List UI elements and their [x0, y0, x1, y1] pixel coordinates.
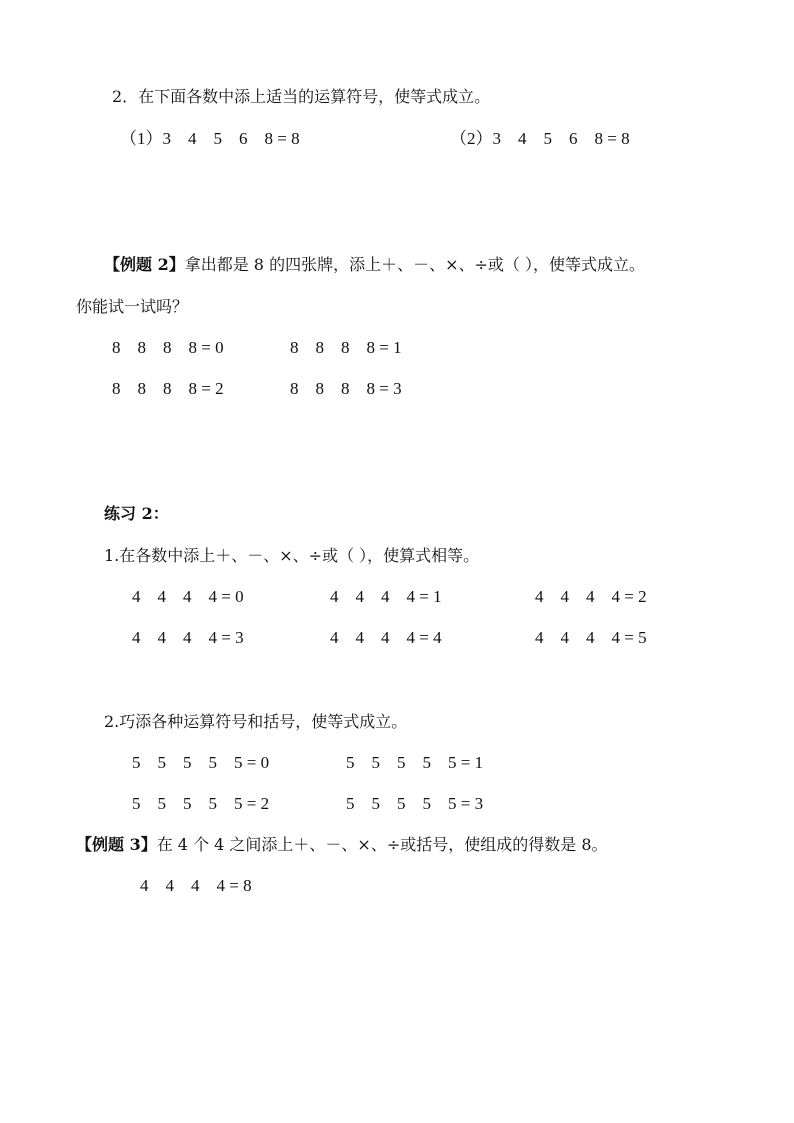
practice-2-q2-equation: 5 5 5 5 5 = 2: [132, 794, 270, 813]
practice-2-q1-equation: 4 4 4 4 = 0: [132, 587, 244, 606]
practice-2-title: 练习 2：: [104, 504, 169, 523]
question-2-part-1: （1）3 4 5 6 8 = 8: [120, 129, 300, 148]
practice-2-q2-equation: 5 5 5 5 5 = 3: [346, 794, 484, 813]
practice-2-q1-equation: 4 4 4 4 = 4: [330, 628, 442, 647]
example-3-text: 在 4 个 4 之间添上＋、－、×、÷或括号，使组成的得数是 8。: [156, 835, 608, 854]
practice-2-q1-equation: 4 4 4 4 = 3: [132, 628, 244, 647]
example-3-equation: 4 4 4 4 = 8: [140, 876, 252, 895]
example-2-heading: [104, 254, 645, 276]
question-2-part-2: （2）3 4 5 6 8 = 8: [450, 129, 630, 148]
example-2-label: 【例题 2】: [104, 255, 185, 274]
example-3-heading: [76, 834, 608, 856]
practice-2-q1-equation: 4 4 4 4 = 1: [330, 587, 442, 606]
question-2-title: 2．在下面各数中添上适当的运算符号，使等式成立。: [112, 87, 491, 106]
practice-2-q2-equation: 5 5 5 5 5 = 0: [132, 753, 270, 772]
practice-2-question-2: 2.巧添各种运算符号和括号，使等式成立。: [104, 712, 408, 731]
example-3-label: 【例题 3】: [76, 835, 157, 854]
example-2-equation: 8 8 8 8 = 1: [290, 338, 402, 357]
example-2-text-continued: 你能试一试吗？: [76, 297, 189, 316]
practice-2-q2-equation: 5 5 5 5 5 = 1: [346, 753, 484, 772]
example-2-equation: 8 8 8 8 = 0: [112, 338, 224, 357]
example-2-text: 拿出都是 8 的四张牌，添上＋、－、×、÷或（ ），使等式成立。: [184, 255, 645, 274]
example-2-equation: 8 8 8 8 = 2: [112, 379, 224, 398]
practice-2-q1-equation: 4 4 4 4 = 5: [535, 628, 647, 647]
practice-2-question-1: 1.在各数中添上＋、－、×、÷或（ ），使算式相等。: [104, 546, 480, 565]
example-2-equation: 8 8 8 8 = 3: [290, 379, 402, 398]
practice-2-q1-equation: 4 4 4 4 = 2: [535, 587, 647, 606]
